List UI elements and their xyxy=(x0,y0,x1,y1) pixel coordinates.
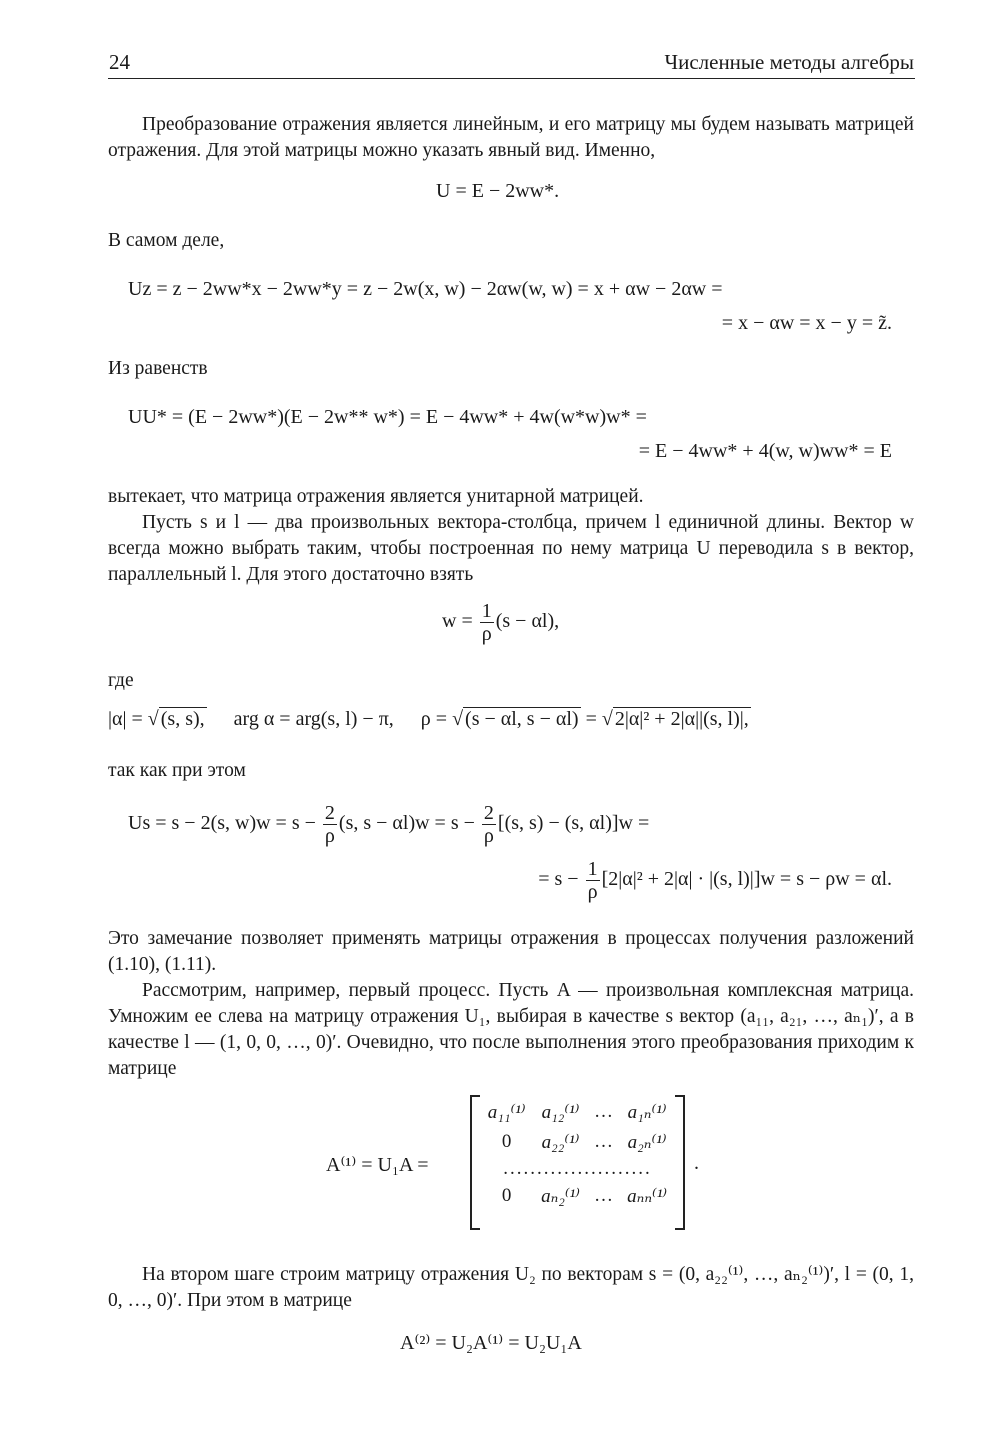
sqrt-sign-icon: √ xyxy=(452,708,464,730)
equation-a2: A⁽²⁾ = U₂A⁽¹⁾ = U₂U₁A xyxy=(400,1332,582,1354)
right-bracket xyxy=(675,1095,685,1230)
fraction: $\frac{2}{\rho}$ xyxy=(483,802,494,847)
matrix-a1 xyxy=(470,1095,685,1230)
matrix-row: 0 aₙ₂⁽¹⁾ … aₙₙ⁽¹⁾ xyxy=(501,1185,668,1207)
paragraph-5: Пусть s и l — два произвольных вектора-столбца, причем l единичной длины. Вектор w всегда можно выбрать таким, чтобы построенная по нему матрица U переводила s в вектор, параллельный l. Для этого достаточно взять xyxy=(108,512,914,585)
paragraph-8: Это замечание позволяет применять матрицы отражения в процессах получения разложений (1.10), (1.11). xyxy=(108,928,914,975)
paragraph-10: На втором шаге строим матрицу отражения U₂ по векторам s = (0, a₂₂⁽¹⁾, …, aₙ₂⁽¹⁾)′, l = (0, 1, 0, …, 0)′. При этом в матрице xyxy=(108,1264,914,1311)
paragraph-4: вытекает, что матрица отражения является унитарной матрицей. xyxy=(108,486,644,507)
equation-uu-line2: = E − 4ww* + 4(w, w)ww* = E xyxy=(638,440,892,462)
fraction: $\frac{2}{\rho}$ xyxy=(324,802,335,847)
matrix-dots-row: ...................... xyxy=(503,1158,652,1179)
equation-uu-line1: UU* = (E − 2ww*)(E − 2w** w*) = E − 4ww* + 4w(w*w)w* = xyxy=(128,406,647,428)
paragraph-2: В самом деле, xyxy=(108,230,225,251)
sqrt-sign-icon: √ xyxy=(147,708,159,730)
equation-us-line1: Us = s − 2(s, w)w = s − $\frac{2}{\rho}$ (s, s − αl)w = s − $\frac{2}{\rho}$ [(s, s) − (s, αl)]w = xyxy=(128,802,650,847)
paragraph-7: так как при этом xyxy=(108,760,246,781)
equation-us-line2: = s − $\frac{1}{\rho}$ [2|α|² + 2|α| · |(s, l)|]w = s − ρw = αl. xyxy=(538,858,892,903)
header-rule xyxy=(108,78,915,79)
equation-w: w = $\frac{1}{\rho}$ (s − αl), xyxy=(442,600,560,645)
page-number: 24 xyxy=(109,50,130,74)
matrix-row: a₁₁⁽¹⁾ a₁₂⁽¹⁾ … a₁ₙ⁽¹⁾ xyxy=(487,1101,667,1123)
paragraph-1: Преобразование отражения является линейным, и его матрицу мы будем называть матрицей отражения. Для этой матрицы можно указать явный вид. Именно, xyxy=(108,114,914,161)
equation-alpha-rho: |α| = √ (s, s), arg α = arg(s, l) − π, ρ = √ (s − αl, s − αl) = √ 2|α|² + 2|α||(s, l)|, xyxy=(108,708,749,730)
running-title: Численные методы алгебры xyxy=(664,50,914,74)
paragraph-6: где xyxy=(108,670,134,691)
left-bracket xyxy=(470,1095,480,1230)
sqrt-sign-icon: √ xyxy=(601,708,613,730)
equation-a1-period: . xyxy=(694,1152,699,1174)
fraction: $\frac{1}{\rho}$ xyxy=(587,858,598,903)
equation-a1-lhs: A⁽¹⁾ = U₁A = xyxy=(326,1154,429,1176)
paragraph-9: Рассмотрим, например, первый процесс. Пусть A — произвольная комплексная матрица. Умножим ее слева на матрицу отражения U₁, выбирая в качестве s вектор (a₁₁, a₂₁, …, aₙ₁)′, а в качестве l — (1, 0, 0, …, 0)′. Очевидно, что после выполнения этого преобразования приходим к матрице xyxy=(108,980,914,1079)
equation-reflection-matrix: U = E − 2ww*. xyxy=(436,180,560,202)
equation-uz-line2: = x − αw = x − y = z̃. xyxy=(721,312,892,334)
matrix-row: 0 a₂₂⁽¹⁾ … a₂ₙ⁽¹⁾ xyxy=(501,1131,667,1153)
equation-uz-line1: Uz = z − 2ww*x − 2ww*y = z − 2w(x, w) − 2αw(w, w) = x + αw − 2αw = xyxy=(128,278,723,300)
paragraph-3: Из равенств xyxy=(108,358,208,379)
matrix-table xyxy=(480,1097,675,1211)
fraction: $\frac{1}{\rho}$ xyxy=(481,600,492,645)
